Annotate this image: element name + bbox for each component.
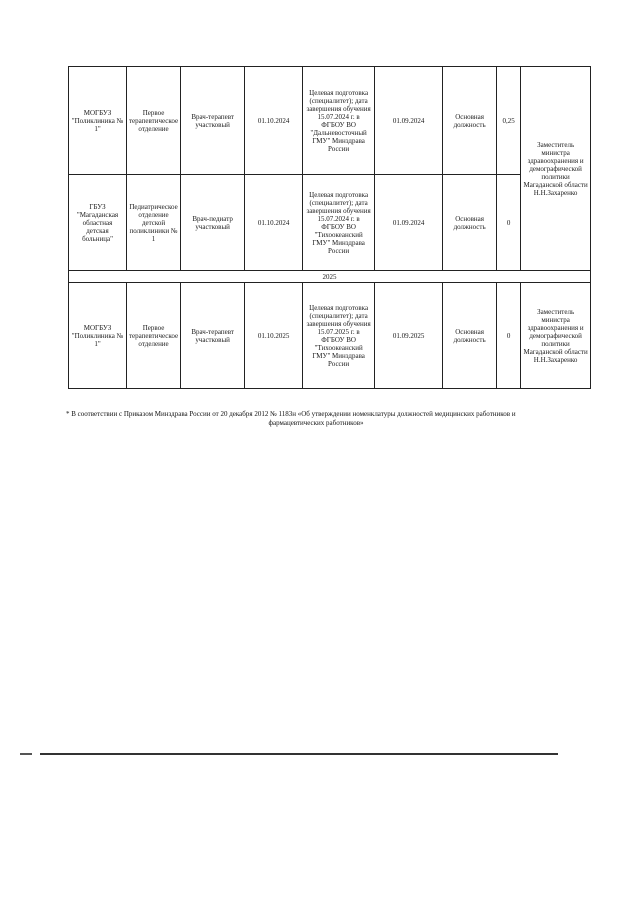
job-type-cell: Основная должность (443, 283, 497, 389)
job-type-cell: Основная должность (443, 67, 497, 175)
footnote-line-2: фармацевтических работников» (268, 419, 364, 427)
horizontal-rule (20, 753, 32, 755)
table-row (69, 175, 591, 271)
position-cell: Врач-терапевт участковый (181, 67, 245, 175)
footnote-line-1: * В соответствии с Приказом Минздрава России от 20 декабря 2012 № 1183н «Об утверждении номенклатуры должностей медицинских работников и (66, 410, 516, 418)
contract-date-cell: 01.09.2025 (375, 283, 443, 389)
org-cell: ГБУЗ "Магаданская областная детская больница" (69, 175, 127, 271)
table-row (69, 67, 591, 175)
contract-date-cell: 01.09.2024 (375, 67, 443, 175)
start-date-cell: 01.10.2025 (245, 283, 303, 389)
start-date-cell: 01.10.2024 (245, 67, 303, 175)
start-date-cell: 01.10.2024 (245, 175, 303, 271)
year-row (69, 271, 591, 283)
position-cell: Врач-терапевт участковый (181, 283, 245, 389)
training-cell: Целевая подготовка (специалитет); дата завершения обучения 15.07.2024 г. в ФГБОУ ВО "Дальневосточный ГМУ" Минздрава России (303, 67, 375, 175)
signer-cell: Заместитель министра здравоохранения и демографической политики Магаданской области Н.Н.Захаренко (521, 67, 591, 271)
department-cell: Педиатрическое отделение детской поликлиники № 1 (127, 175, 181, 271)
position-cell: Врач-педиатр участковый (181, 175, 245, 271)
staffing-table (68, 66, 591, 389)
contract-date-cell: 01.09.2024 (375, 175, 443, 271)
department-cell: Первое терапевтическое отделение (127, 67, 181, 175)
training-cell: Целевая подготовка (специалитет); дата завершения обучения 15.07.2025 г. в ФГБОУ ВО "Тихоокеанский ГМУ" Минздрава России (303, 283, 375, 389)
signer-cell: Заместитель министра здравоохранения и демографической политики Магаданской области Н.Н.Захаренко (521, 283, 591, 389)
rate-cell: 0,25 (497, 67, 521, 175)
table-row (69, 283, 591, 389)
department-cell: Первое терапевтическое отделение (127, 283, 181, 389)
org-cell: МОГБУЗ "Поликлиника № 1" (69, 67, 127, 175)
rate-cell: 0 (497, 175, 521, 271)
job-type-cell: Основная должность (443, 175, 497, 271)
horizontal-rule (40, 753, 558, 755)
year-label: 2025 (69, 271, 591, 283)
org-cell: МОГБУЗ "Поликлиника № 1" (69, 283, 127, 389)
rate-cell: 0 (497, 283, 521, 389)
footnote (66, 410, 566, 428)
training-cell: Целевая подготовка (специалитет); дата завершения обучения 15.07.2024 г. в ФГБОУ ВО "Тихоокеанский ГМУ" Минздрава России (303, 175, 375, 271)
